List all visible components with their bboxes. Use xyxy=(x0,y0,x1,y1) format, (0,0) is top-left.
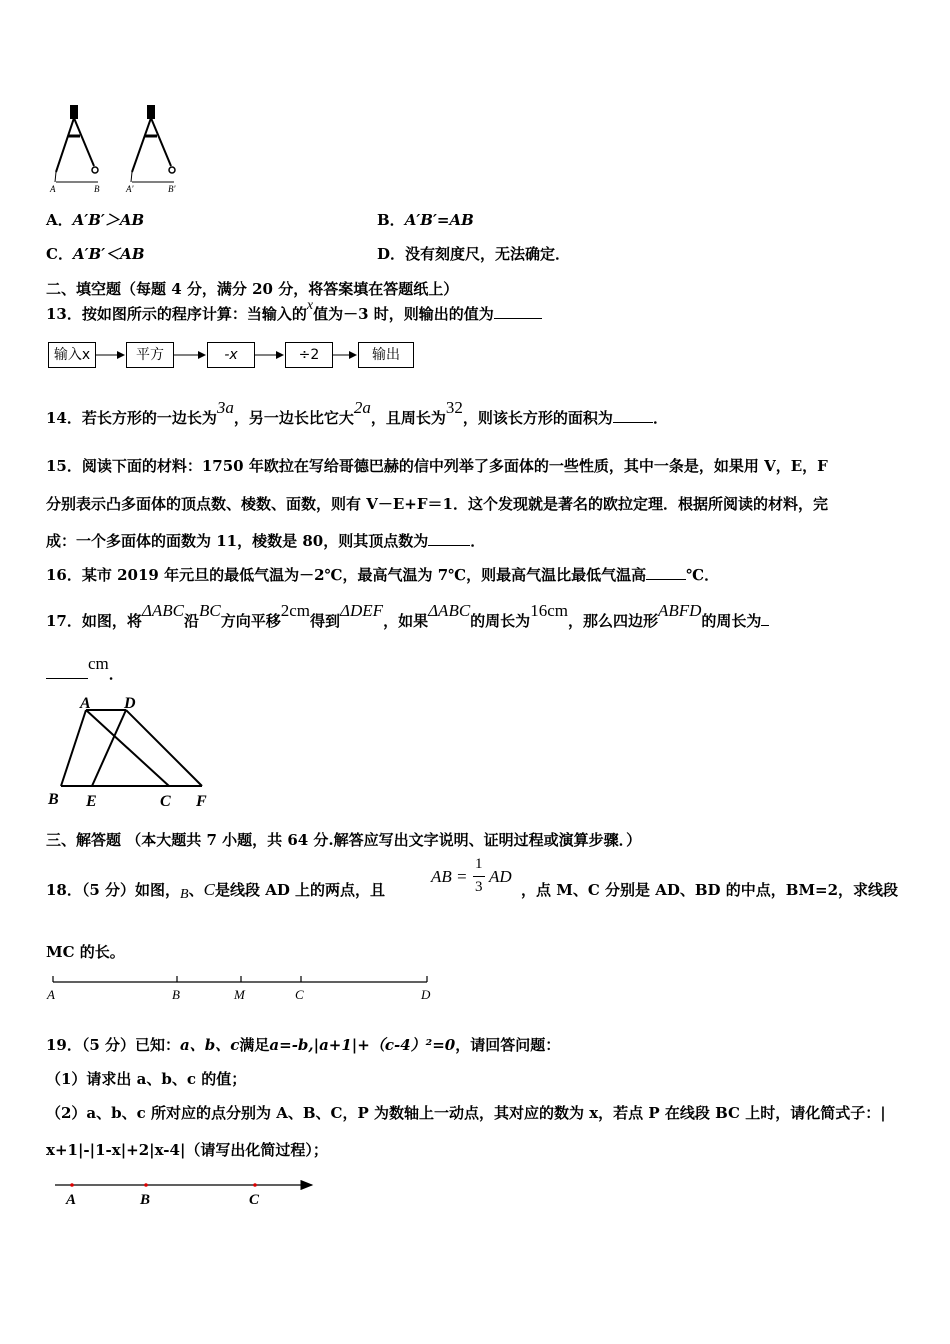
q13-text-b: 值为－3 时，则输出的值为 xyxy=(313,305,494,323)
q15-line3-end: ． xyxy=(470,532,486,550)
line-ac xyxy=(86,710,169,786)
compass-label-b: B xyxy=(94,184,100,194)
q17-t4: 得到 xyxy=(310,612,341,630)
q17-m7: ABFD xyxy=(657,601,702,620)
number-line-figure xyxy=(50,1174,320,1210)
seg-label-b: B xyxy=(172,987,180,1002)
q17-blank-a[interactable] xyxy=(761,611,769,626)
section2-title: 二、填空题（每题 4 分，满分 20 分，将答案填在答题纸上） xyxy=(46,280,459,298)
flow-output: 输出 xyxy=(358,342,414,368)
label-c: C xyxy=(160,793,171,810)
q13 xyxy=(46,298,542,326)
segment-figure xyxy=(44,970,444,1004)
q18-frac-bar xyxy=(473,876,485,877)
point-b xyxy=(144,1183,148,1187)
q14-v1: 3a xyxy=(216,398,234,417)
q19-line1a: 19．（5 分）已知： xyxy=(46,1036,181,1054)
q14-text-a: 14．若长方形的一边长为 xyxy=(46,409,217,427)
q18-frac-den: 3 xyxy=(475,879,483,895)
q18-line1 xyxy=(46,880,385,902)
q17-end: ． xyxy=(108,665,124,683)
q19-line1c: ，请回答问题： xyxy=(455,1036,561,1054)
seg-label-c: C xyxy=(295,987,304,1002)
line-ab xyxy=(61,710,86,786)
q18-eq-rhs: AD xyxy=(489,867,512,886)
option-b-text: A′B′=AB xyxy=(404,211,474,229)
q18-t1: 18．（5 分）如图， xyxy=(46,881,181,899)
option-d xyxy=(377,244,570,264)
q17-m5: ΔABC xyxy=(428,601,471,620)
option-b xyxy=(377,210,474,230)
q17-line2 xyxy=(46,654,124,684)
q17-m2: BC xyxy=(198,601,221,620)
q15-line3 xyxy=(46,531,485,551)
q17-t2: 沿 xyxy=(183,612,199,630)
q19-line1b: 满足 xyxy=(239,1036,270,1054)
nl-label-a: A xyxy=(66,1192,77,1208)
q17-m6: 16cm xyxy=(530,601,568,620)
q17-m1: ΔABC xyxy=(141,601,184,620)
q19-vars: a、b、c xyxy=(180,1036,240,1054)
q18-eq-lhs: AB = xyxy=(431,867,468,886)
q17-m4: ΔDEF xyxy=(340,601,384,620)
q14-v3: 32 xyxy=(445,398,463,417)
flow-input: 输入x xyxy=(48,342,96,368)
q17-t7: ，那么四边形 xyxy=(567,612,658,630)
q18-m1: B xyxy=(180,887,189,902)
q14-text-c: ，且周长为 xyxy=(370,409,446,427)
q19-cond: a=-b,|a+1|+（c-4）²=0 xyxy=(269,1036,456,1054)
q16 xyxy=(46,565,719,585)
q18-t2: 是线段 AD 上的两点，且 xyxy=(214,881,386,899)
point-c xyxy=(253,1183,257,1187)
section3-title: 三、解答题 （本大题共 7 小题，共 64 分.解答应写出文字说明、证明过程或演算步骤．） xyxy=(46,831,642,849)
q13-var: x xyxy=(306,298,314,313)
compass-figure xyxy=(44,100,184,195)
q19-sub2-line1: （2）a、b、c 所对应的点分别为 A、B、C，P 为数轴上一动点，其对应的数为 x，若点 P 在线段 BC 上时，请化简式子：| xyxy=(46,1104,886,1122)
nl-label-c: C xyxy=(249,1192,260,1208)
q17-m3: 2cm xyxy=(280,601,311,620)
translation-figure xyxy=(44,692,224,810)
q17-line1 xyxy=(46,601,769,631)
compass-label-a-prime: A' xyxy=(126,184,134,194)
option-c-text: A′B′＜AB xyxy=(72,245,145,263)
flow-divide-two: ÷2 xyxy=(285,342,333,368)
label-f: F xyxy=(196,793,207,810)
option-c-letter: C． xyxy=(46,245,73,263)
q15-blank[interactable] xyxy=(428,531,470,546)
q18-t3: ，点 M、C 分别是 AD、BD 的中点，BM=2，求线段 xyxy=(521,881,899,899)
q18-m2: C xyxy=(203,880,215,899)
q15-line1: 15．阅读下面的材料：1750 年欧拉在写给哥德巴赫的信中列举了多面体的一些性质，其中一条是，如果用 V，E，F xyxy=(46,457,828,475)
flow-square: 平方 xyxy=(126,342,174,368)
q19-sub2-line2: x+1|-|1-x|+2|x-4|（请写出化简过程）； xyxy=(46,1141,328,1159)
q18-sep: 、 xyxy=(188,881,204,899)
seg-label-d: D xyxy=(421,987,431,1002)
q19-line1 xyxy=(46,1035,560,1055)
label-b: B xyxy=(48,791,59,808)
label-d: D xyxy=(124,695,136,712)
q13-text-a: 13．按如图所示的程序计算：当输入的 xyxy=(46,305,307,323)
q17-t1: 17．如图，将 xyxy=(46,612,142,630)
option-a-text: A′B′＞AB xyxy=(72,211,145,229)
compass-label-a: A xyxy=(50,184,56,194)
q15-line2: 分别表示凸多面体的顶点数、棱数、面数，则有 V－E+F＝1．这个发现就是著名的欧拉定理．根据所阅读的材料，完 xyxy=(46,495,828,513)
option-b-letter: B． xyxy=(377,211,405,229)
label-a: A xyxy=(80,695,91,712)
q17-t8: 的周长为 xyxy=(701,612,762,630)
seg-label-a: A xyxy=(47,987,55,1002)
q16-text-a: 16．某市 2019 年元旦的最低气温为－2℃，最高气温为 7℃，则最高气温比最低气温高 xyxy=(46,566,647,584)
q14 xyxy=(46,398,668,428)
q19-sub1: （1）请求出 a、b、c 的值； xyxy=(46,1070,247,1088)
q17-t5: ，如果 xyxy=(383,612,429,630)
option-a xyxy=(46,210,144,230)
nl-label-b: B xyxy=(140,1192,151,1208)
q18-line2: MC 的长。 xyxy=(46,943,125,961)
q14-text-b: ，另一边长比它大 xyxy=(233,409,354,427)
seg-label-m: M xyxy=(234,987,245,1002)
q14-text-d: ，则该长方形的面积为 xyxy=(462,409,613,427)
point-a xyxy=(70,1183,74,1187)
q16-blank[interactable] xyxy=(646,565,686,580)
q14-blank[interactable] xyxy=(613,408,653,423)
q14-end: ． xyxy=(652,409,668,427)
option-d-letter: D． xyxy=(377,245,406,263)
flow-arrows xyxy=(0,340,420,370)
compass-label-b-prime: B' xyxy=(168,184,176,194)
label-e: E xyxy=(86,793,97,810)
q16-text-b: ℃． xyxy=(686,566,720,584)
option-d-text: 没有刻度尺，无法确定． xyxy=(405,245,571,263)
option-c xyxy=(46,244,145,264)
q13-blank[interactable] xyxy=(494,304,542,319)
q15-line3-text: 成：一个多面体的面数为 11，棱数是 80，则其顶点数为 xyxy=(46,532,429,550)
q17-unit: cm xyxy=(88,654,109,673)
q17-t3: 方向平移 xyxy=(220,612,281,630)
q17-t6: 的周长为 xyxy=(470,612,531,630)
q17-blank-b[interactable] xyxy=(46,664,88,679)
line-df xyxy=(126,710,202,786)
option-a-letter: A． xyxy=(46,211,73,229)
flow-minus-x: -x xyxy=(207,342,255,368)
q18-frac-num: 1 xyxy=(475,856,483,872)
q14-v2: 2a xyxy=(353,398,371,417)
